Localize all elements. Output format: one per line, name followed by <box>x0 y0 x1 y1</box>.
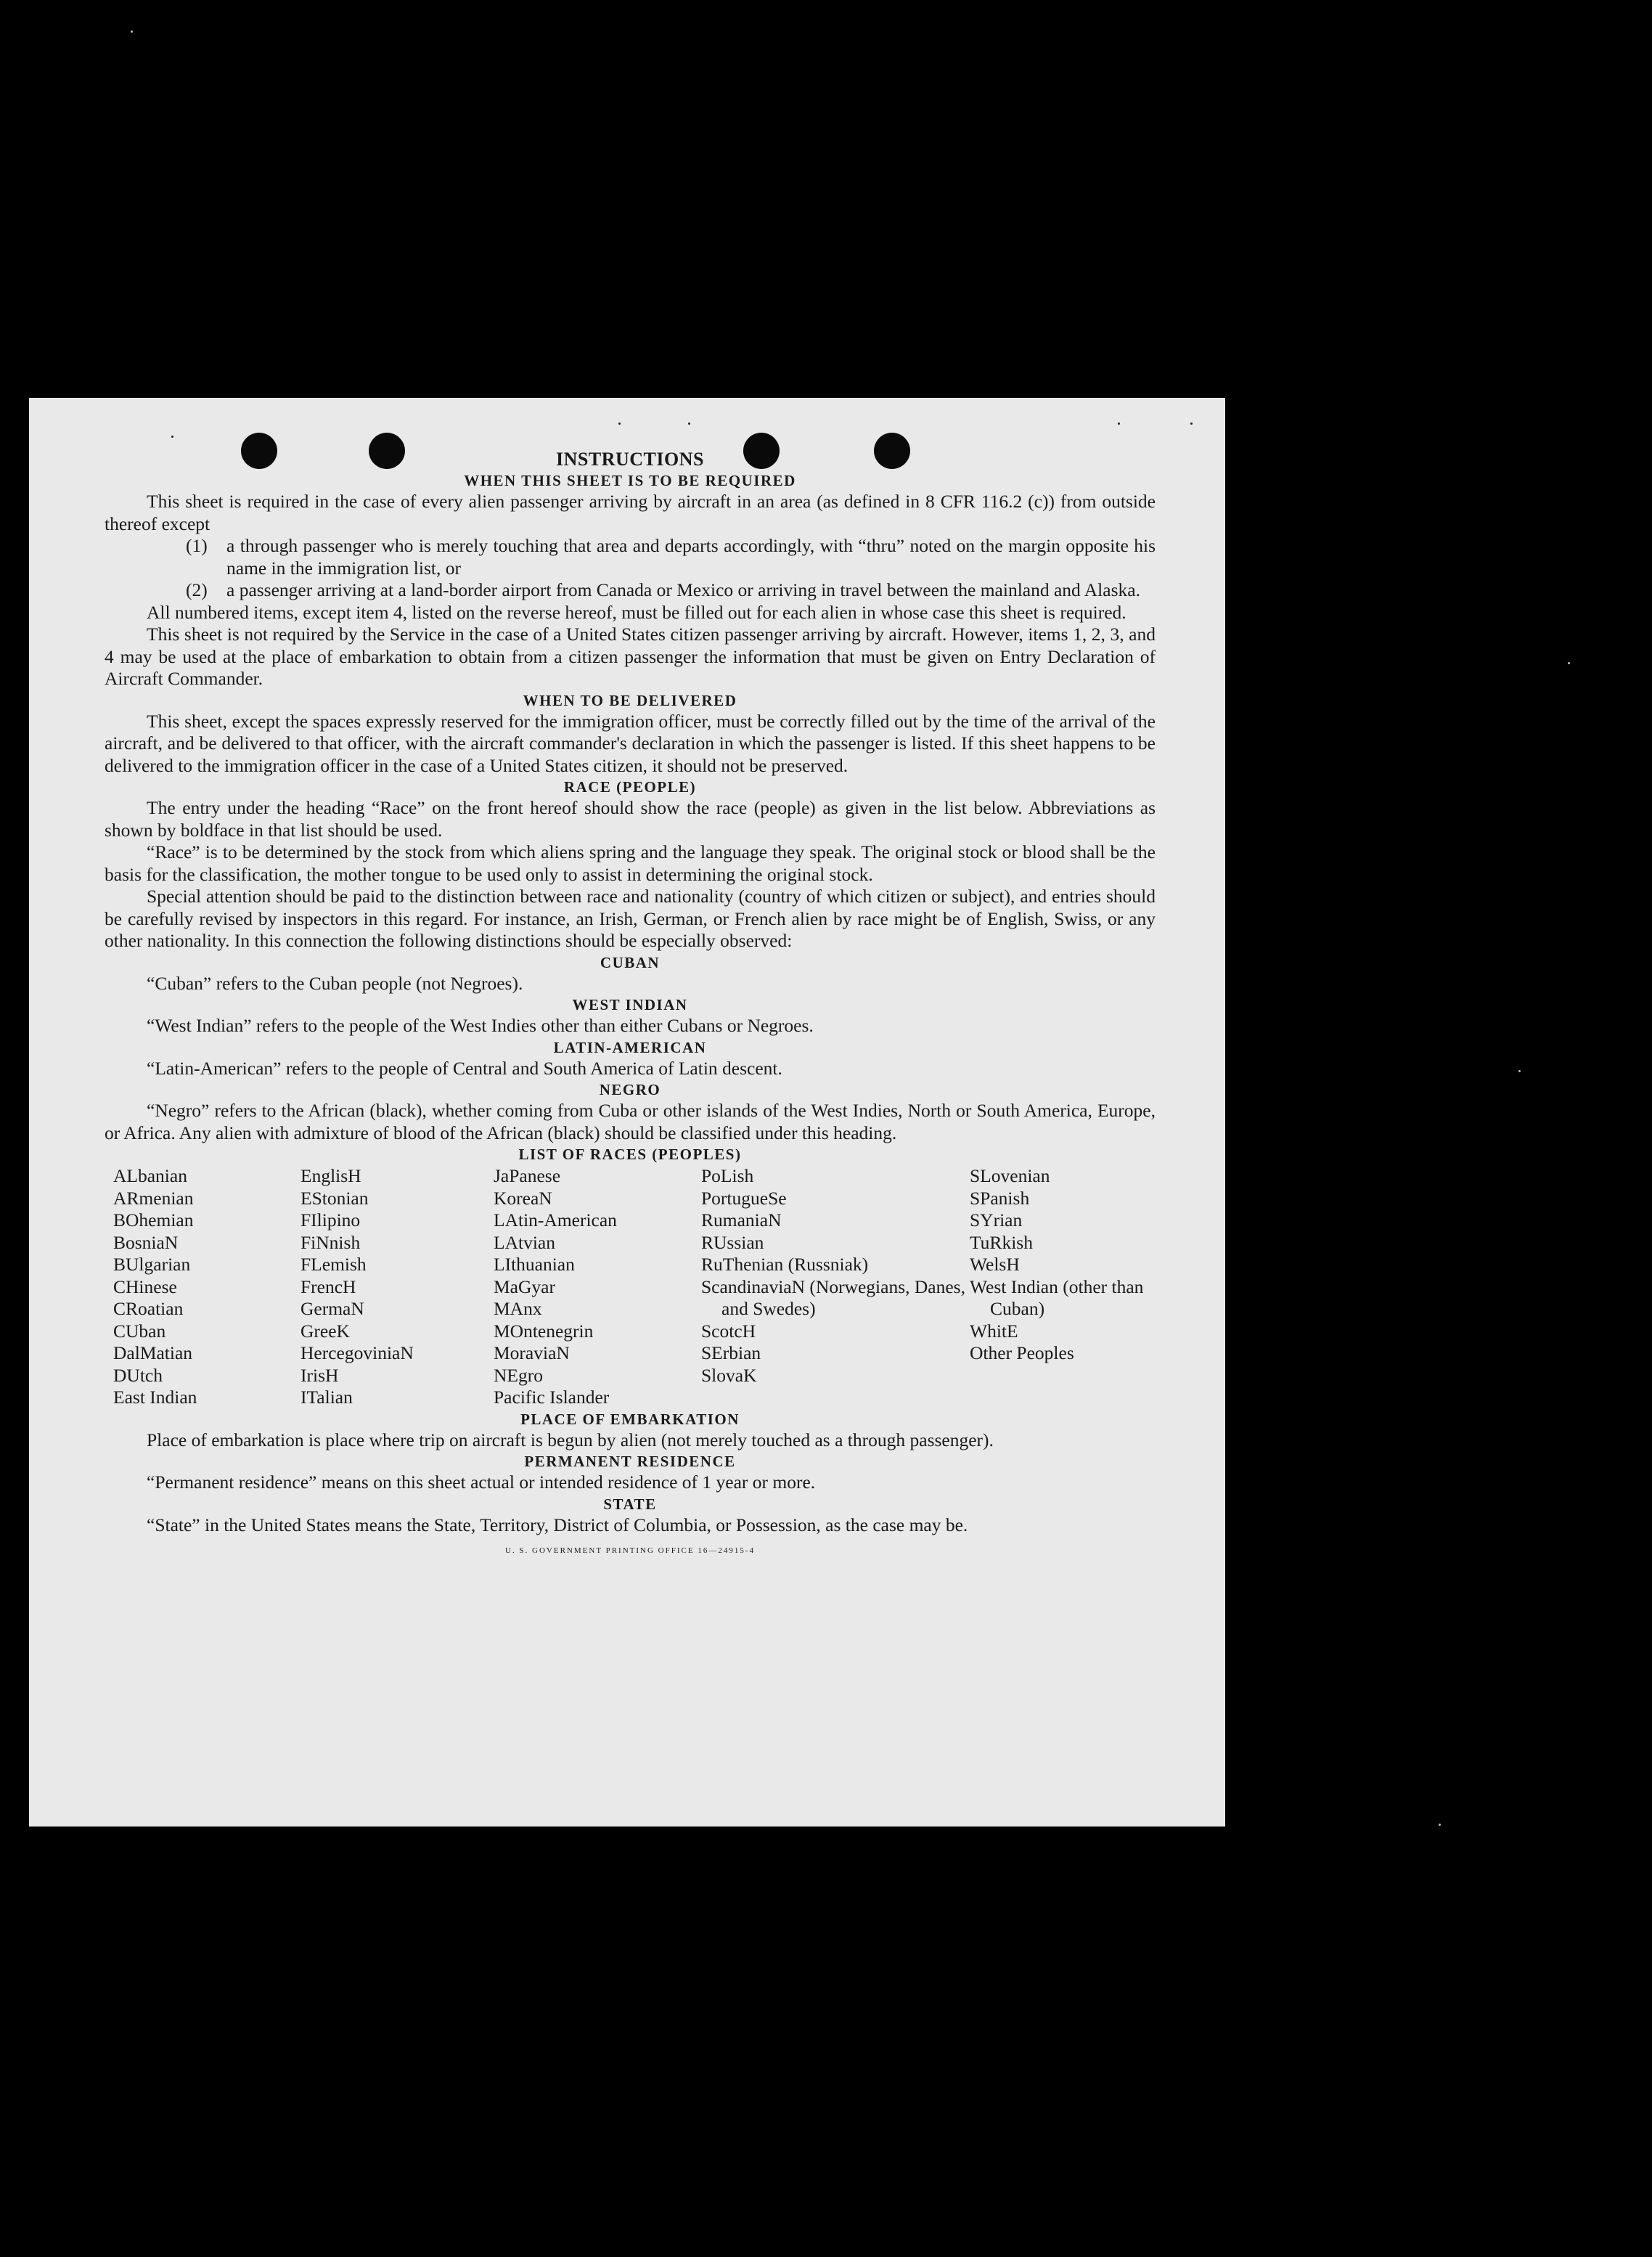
paragraph: “Race” is to be determined by the stock from which aliens spring and the language they speak. The original stock or blood shall be the basis for the classification, the mother tongue to be used only to assist in determining the original stock. <box>105 841 1156 885</box>
section-heading: CUBAN <box>600 953 661 971</box>
race-item: BOhemian <box>113 1209 194 1230</box>
race-column <box>701 1165 970 1409</box>
race-item: DUtch <box>113 1364 163 1386</box>
race-column <box>300 1165 494 1409</box>
race-item: CUban <box>113 1320 166 1342</box>
race-item: West Indian (other than Cuban) <box>970 1276 1144 1319</box>
race-item: KoreaN <box>494 1187 552 1209</box>
section-heading: LATIN-AMERICAN <box>553 1038 707 1056</box>
speck <box>1190 423 1193 425</box>
race-item: RUssian <box>701 1231 764 1253</box>
exception-text: a through passenger who is merely touching that area and departs accordingly, with “thru” noted on the margin opposite his name in the immigration list, or <box>226 535 1156 579</box>
paragraph: Place of embarkation is place where trip on aircraft is begun by alien (not merely touched as a through passenger). <box>147 1429 994 1450</box>
race-item: ITalian <box>300 1387 353 1408</box>
section-heading: PERMANENT RESIDENCE <box>524 1453 736 1470</box>
race-item: MoraviaN <box>494 1342 570 1363</box>
race-item: TuRkish <box>970 1231 1033 1253</box>
exception-number: (2) <box>186 579 208 600</box>
race-item: MaGyar <box>494 1276 555 1297</box>
instruction-sheet <box>29 398 1225 1827</box>
paragraph: “State” in the United States means the State, Territory, District of Columbia, or Possession, as the case may be. <box>147 1514 968 1535</box>
race-item: SYrian <box>970 1209 1023 1230</box>
section-heading: LIST OF RACES (PEOPLES) <box>518 1146 742 1163</box>
section-heading: WHEN TO BE DELIVERED <box>523 691 737 709</box>
race-item: ScandinaviaN (Norwegians, Danes, and Swedes) <box>701 1276 965 1319</box>
race-item: ARmenian <box>113 1187 194 1209</box>
race-item: LIthuanian <box>494 1254 575 1275</box>
race-item: NEgro <box>494 1364 543 1386</box>
paragraph: “West Indian” refers to the people of the West Indies other than either Cubans or Negroes. <box>147 1015 814 1036</box>
punch-hole <box>874 433 910 469</box>
printer-imprint: U. S. GOVERNMENT PRINTING OFFICE 16—24915-4 <box>504 1546 755 1555</box>
race-item: DalMatian <box>113 1342 193 1363</box>
race-item: LAtin-American <box>494 1209 617 1230</box>
race-item: EnglisH <box>300 1165 361 1186</box>
paragraph: “Permanent residence” means on this sheet actual or intended residence of 1 year or more. <box>147 1472 816 1493</box>
exception-item <box>105 535 1156 579</box>
race-item: JaPanese <box>494 1165 561 1186</box>
paragraph: “Latin-American” refers to the people of Central and South America of Latin descent. <box>147 1057 782 1079</box>
race-item: MAnx <box>494 1298 542 1319</box>
paragraph: All numbered items, except item 4, listed on the reverse hereof, must be filled out for each alien in whose case this sheet is required. <box>147 601 1126 623</box>
punch-hole <box>369 433 405 469</box>
punch-hole <box>743 433 780 469</box>
section-heading: STATE <box>603 1495 657 1513</box>
paragraph: “Negro” refers to the African (black), whether coming from Cuba or other islands of the West Indies, North or South America, Europe, or Africa. Any alien with admixture of blood of the African (black) should be classified under this heading. <box>105 1100 1156 1143</box>
race-item: FrencH <box>300 1276 356 1297</box>
race-item: CHinese <box>113 1276 177 1297</box>
race-item: BosniaN <box>113 1231 179 1253</box>
scan-speck <box>1568 662 1570 664</box>
race-item: PortugueSe <box>701 1187 787 1209</box>
section-heading: RACE (PEOPLE) <box>563 778 697 796</box>
page-title: INSTRUCTIONS <box>556 449 704 470</box>
race-item: EStonian <box>300 1187 369 1209</box>
speck <box>688 423 690 425</box>
race-item: SlovaK <box>701 1364 757 1386</box>
paragraph: The entry under the heading “Race” on the front hereof should show the race (people) as given in the list below. Abbreviations as shown by boldface in that list should be used. <box>105 797 1156 841</box>
race-column <box>970 1165 1173 1409</box>
race-item: SErbian <box>701 1342 761 1363</box>
race-item: WhitE <box>970 1320 1018 1342</box>
race-item: Pacific Islander <box>494 1387 610 1408</box>
race-item: RumaniaN <box>701 1209 782 1230</box>
section-heading: WEST INDIAN <box>572 996 688 1013</box>
paragraph: Special attention should be paid to the distinction between race and nationality (country of which citizen or subject), and entries should be carefully revised by inspectors in this regard. For instance, an Irish, German, or French alien by race might be of English, Swiss, or any other nationality. In this connection the following distinctions should be especially observed: <box>105 886 1156 951</box>
race-column <box>494 1165 701 1409</box>
paragraph: “Cuban” refers to the Cuban people (not Negroes). <box>147 972 523 994</box>
speck <box>171 436 173 438</box>
race-item: MOntenegrin <box>494 1320 594 1342</box>
paragraph: This sheet, except the spaces expressly reserved for the immigration officer, must be correctly filled out by the time of the arrival of the aircraft, and be delivered to that officer, with the aircraft commander's declaration in which the passenger is listed. If this sheet happens to be delivered to the immigration officer in the case of a United States citizen, it should not be preserved. <box>105 710 1156 776</box>
scan-speck <box>1439 1824 1441 1826</box>
race-item: WelsH <box>970 1254 1020 1275</box>
paragraph: This sheet is not required by the Service in the case of a United States citizen passenger arriving by aircraft. However, items 1, 2, 3, and 4 may be used at the place of embarkation to obtain from a citizen passenger the information that must be given on Entry Declaration of Aircraft Commander. <box>105 624 1156 689</box>
race-item: PoLish <box>701 1165 754 1186</box>
race-item: HercegoviniaN <box>300 1342 414 1363</box>
race-item: Other Peoples <box>970 1342 1074 1363</box>
paragraph: This sheet is required in the case of every alien passenger arriving by aircraft in an area (as defined in 8 CFR 116.2 (c)) from outside thereof except <box>105 491 1156 534</box>
punch-hole <box>241 433 277 469</box>
race-item: FLemish <box>300 1254 367 1275</box>
exception-item <box>105 579 1156 602</box>
race-item: SPanish <box>970 1187 1030 1209</box>
race-list <box>105 1165 1156 1409</box>
race-item: IrisH <box>300 1364 339 1386</box>
race-item: BUlgarian <box>113 1254 191 1275</box>
exception-number: (1) <box>186 535 208 556</box>
exception-text: a passenger arriving at a land-border airport from Canada or Mexico or arriving in travel between the mainland and Alaska. <box>226 579 1140 600</box>
section-heading: WHEN THIS SHEET IS TO BE REQUIRED <box>464 472 796 489</box>
section-heading: PLACE OF EMBARKATION <box>520 1410 740 1428</box>
race-item: FiNnish <box>300 1231 361 1253</box>
race-item: CRoatian <box>113 1298 184 1319</box>
speck <box>1118 423 1120 425</box>
race-item: RuThenian (Russniak) <box>701 1254 869 1275</box>
race-item: ALbanian <box>113 1165 187 1186</box>
race-item: FIlipino <box>300 1209 361 1230</box>
race-item: East Indian <box>113 1387 197 1408</box>
race-column <box>113 1165 300 1409</box>
scan-speck <box>1518 1070 1521 1072</box>
speck <box>618 423 621 425</box>
race-item: GreeK <box>300 1320 350 1342</box>
section-heading: NEGRO <box>599 1081 661 1098</box>
race-item: ScotcH <box>701 1320 756 1342</box>
race-item: GermaN <box>300 1298 364 1319</box>
race-item: SLovenian <box>970 1165 1050 1186</box>
scan-speck <box>131 30 133 33</box>
race-item: LAtvian <box>494 1231 555 1253</box>
